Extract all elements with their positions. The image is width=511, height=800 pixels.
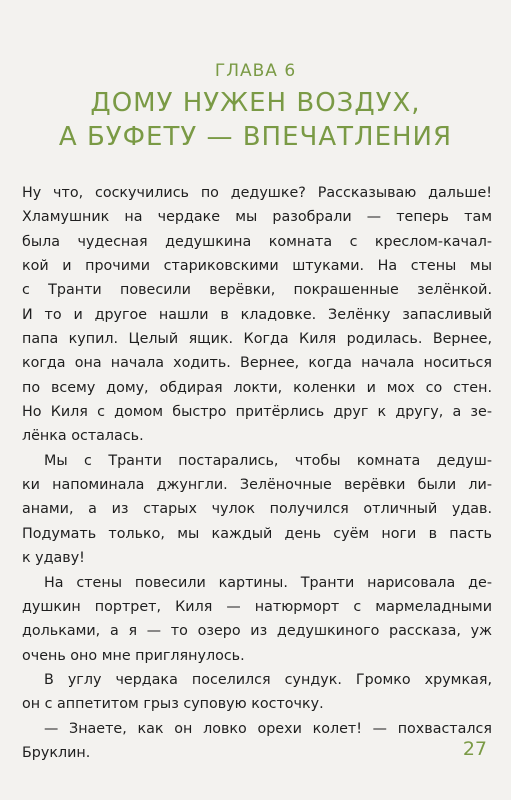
text-line: дольками, а я — то озеро из дедушкиного рассказа, уж — [22, 623, 492, 640]
chapter-title-line-2: А БУФЕТУ — ВПЕЧАТЛЕНИЯ — [58, 122, 453, 152]
text-line: по всему дому, обдирая локти, коленки и мох со стен. — [22, 379, 492, 396]
body-text — [22, 181, 492, 765]
text-line: когда она начала ходить. Вернее, когда начала носиться — [22, 355, 492, 372]
text-line: Бруклин. — [22, 744, 91, 761]
text-line: очень оно мне приглянулось. — [22, 647, 245, 664]
text-line: Но Киля с домом быстро притёрлись друг к другу, а зе- — [22, 404, 492, 421]
text-line: Хламушник на чердаке мы разобрали — теперь там — [22, 209, 492, 226]
text-line: Мы с Транти постарались, чтобы комната дедуш- — [44, 452, 492, 469]
text-line: В углу чердака поселился сундук. Громко хрумкая, — [44, 671, 492, 688]
chapter-title-line-1: ДОМУ НУЖЕН ВОЗДУХ, — [90, 88, 421, 118]
text-line: душкин портрет, Киля — натюрморт с мармеладными — [22, 598, 492, 615]
text-line: папа купил. Целый ящик. Когда Киля родилась. Вернее, — [22, 331, 492, 348]
text-line: анами, а из старых чулок получился отличный удав. — [22, 501, 492, 518]
text-line: На стены повесили картины. Транти нарисовала де- — [44, 574, 492, 591]
text-line: к удаву! — [22, 550, 85, 567]
text-line: лёнка осталась. — [22, 428, 144, 445]
text-line: кой и прочими стариковскими штуками. На стены мы — [22, 258, 492, 275]
text-line: с Транти повесили верёвки, покрашенные зелёнкой. — [22, 282, 492, 299]
text-line: он с аппетитом грыз суповую косточку. — [22, 696, 324, 713]
text-line: Подумать только, мы каждый день суём ноги в пасть — [22, 525, 492, 542]
chapter-label: ГЛАВА 6 — [214, 61, 297, 81]
text-line: была чудесная дедушкина комната с креслом-качал- — [22, 233, 492, 250]
text-line: Ну что, соскучились по дедушке? Рассказываю дальше! — [22, 185, 492, 201]
text-line: И то и другое нашли в кладовке. Зелёнку запасливый — [22, 306, 492, 323]
text-line: ки напоминала джунгли. Зелёночные верёвки были ли- — [22, 477, 492, 494]
text-line: — Знаете, как он ловко орехи колет! — похвастался — [44, 720, 492, 737]
page-number: 27 — [462, 738, 487, 760]
